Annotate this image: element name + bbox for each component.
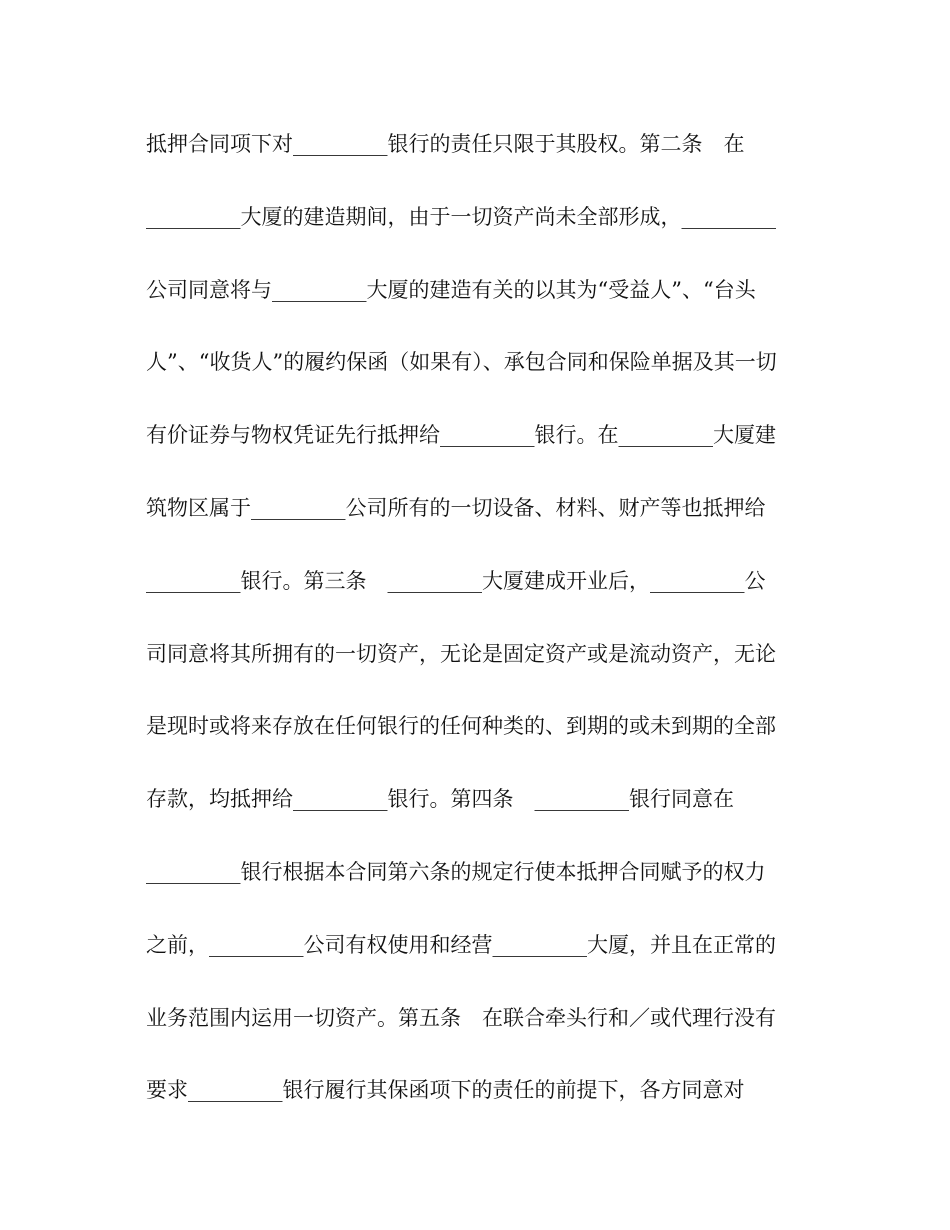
- text-line: _________大厦的建造期间，由于一切资产尚未全部形成，_________: [146, 204, 776, 229]
- text-line: 公司同意将与_________大厦的建造有关的以其为“受益人”、“台头: [146, 277, 756, 302]
- text-line: 是现时或将来存放在任何银行的任何种类的、到期的或未到期的全部: [146, 714, 776, 739]
- text-line: 要求_________银行履行其保函项下的责任的前提下，各方同意对: [146, 1078, 745, 1103]
- contract-body-text: [146, 122, 816, 1141]
- text-line: _________银行根据本合同第六条的规定行使本抵押合同赋予的权力: [146, 859, 766, 884]
- text-line: 之前，_________公司有权使用和经营_________大厦，并且在正常的: [146, 932, 776, 957]
- text-line: 司同意将其所拥有的一切资产，无论是固定资产或是流动资产，无论: [146, 641, 776, 666]
- text-line: 有价证券与物权凭证先行抵押给_________银行。在_________大厦建: [146, 423, 776, 448]
- text-line: 抵押合同项下对_________银行的责任只限于其股权。第二条 在: [146, 132, 745, 156]
- text-line: 存款，均抵押给_________银行。第四条 _________银行同意在: [146, 787, 734, 812]
- text-line: 人”、“收货人”的履约保函（如果有）、承包合同和保险单据及其一切: [146, 350, 777, 375]
- text-line: 筑物区属于_________公司所有的一切设备、材料、财产等也抵押给: [146, 495, 766, 520]
- text-line: _________银行。第三条 _________大厦建成开业后，_________公: [146, 568, 766, 593]
- text-line: 业务范围内运用一切资产。第五条 在联合牵头行和／或代理行没有: [146, 1005, 776, 1030]
